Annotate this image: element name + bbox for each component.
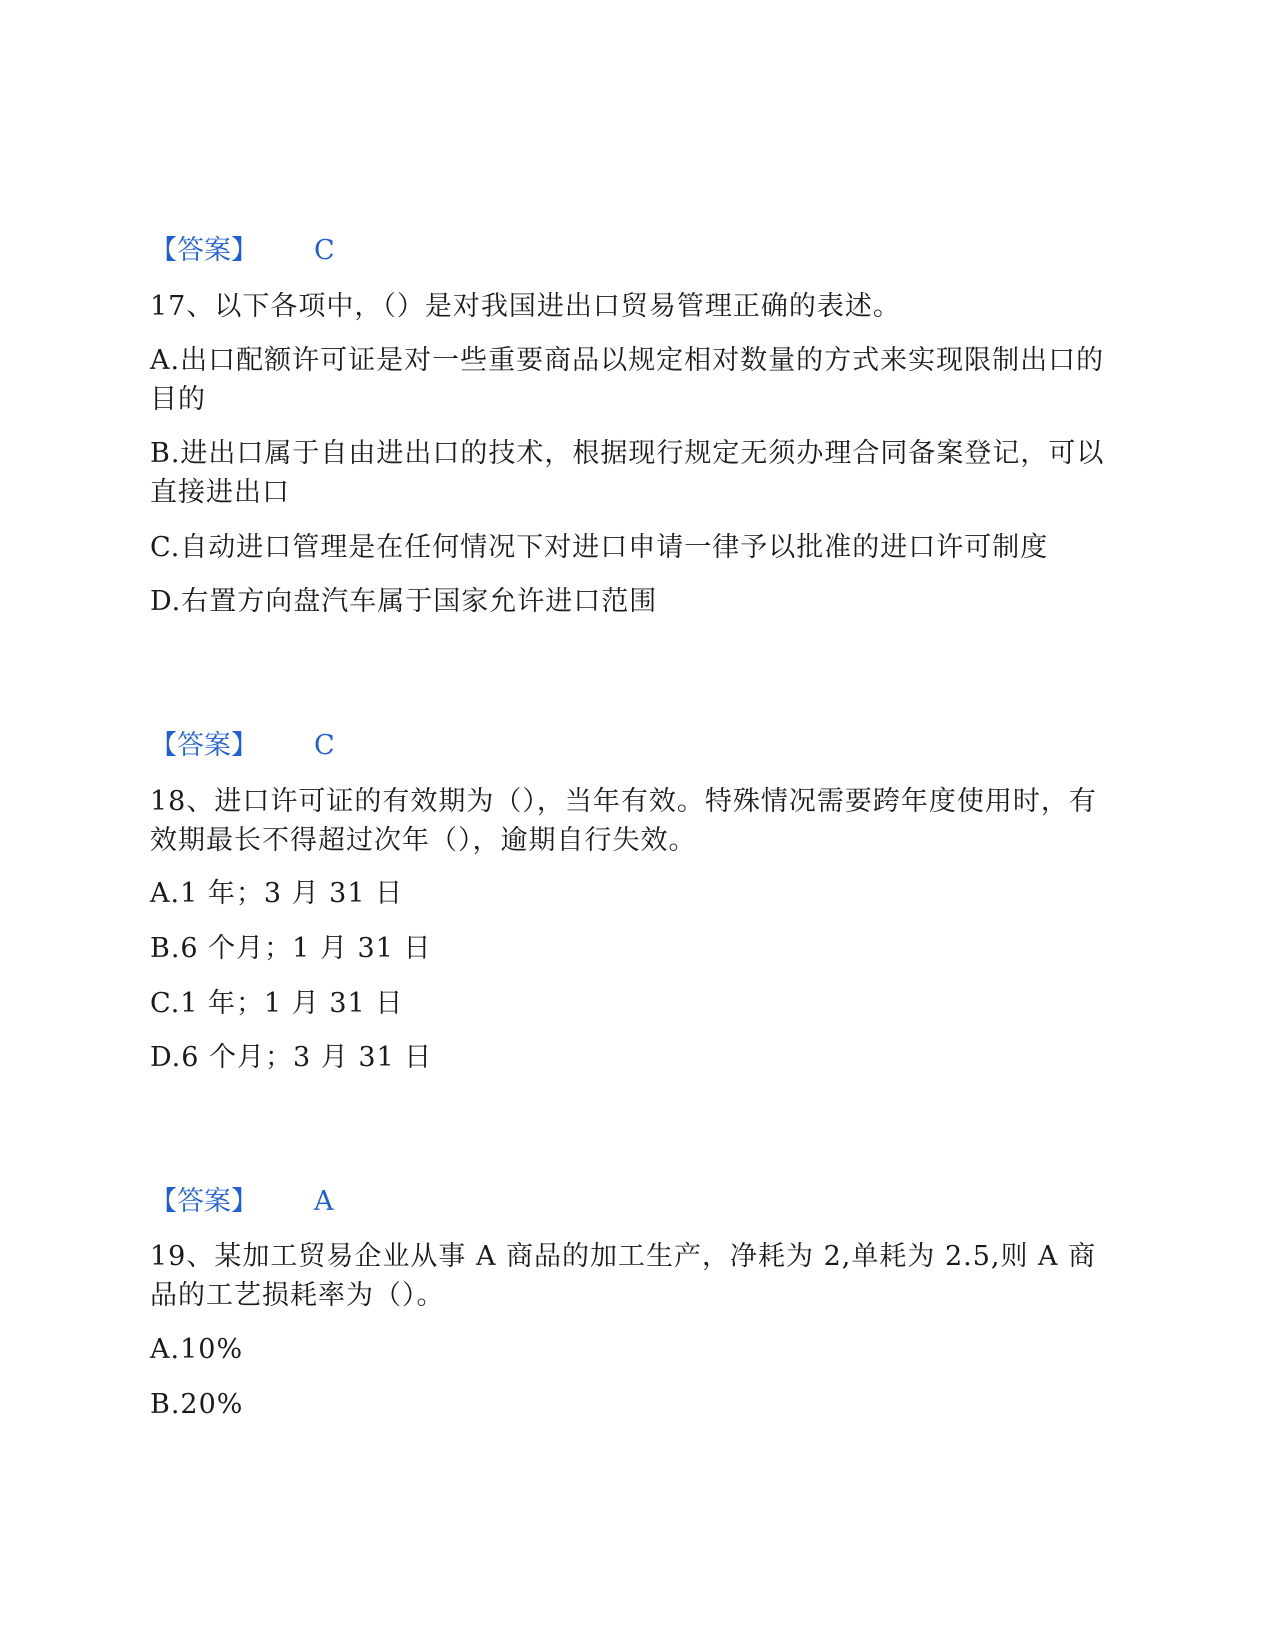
question-19 bbox=[150, 1237, 1110, 1315]
option-text: B.进出口属于自由进出口的技术，根据现行规定无须办理合同备案登记，可以直接进出口 bbox=[150, 438, 1105, 508]
answer-label: 【答案】 bbox=[150, 1186, 258, 1217]
question-stem: 19、某加工贸易企业从事 A 商品的加工生产，净耗为 2,单耗为 2.5,则 A 商品的工艺损耗率为（）。 bbox=[150, 1241, 1097, 1311]
question-17-option-c bbox=[150, 528, 1110, 567]
option-text: D.6 个月；3 月 31 日 bbox=[150, 1042, 433, 1073]
question-17-option-d bbox=[150, 582, 1110, 621]
option-text: D.右置方向盘汽车属于国家允许进口范围 bbox=[150, 586, 658, 617]
option-text: B.6 个月；1 月 31 日 bbox=[150, 933, 432, 964]
option-text: A.出口配额许可证是对一些重要商品以规定相对数量的方式来实现限制出口的目的 bbox=[150, 345, 1105, 415]
question-17 bbox=[150, 287, 1110, 326]
answer-label: 【答案】 bbox=[150, 235, 258, 266]
option-text: C.1 年；1 月 31 日 bbox=[150, 988, 404, 1019]
question-18-option-b bbox=[150, 929, 1110, 968]
question-17-option-a bbox=[150, 341, 1110, 419]
question-18 bbox=[150, 782, 1110, 860]
answer-line bbox=[150, 729, 335, 763]
question-18-option-c bbox=[150, 984, 1110, 1023]
option-text: A.1 年；3 月 31 日 bbox=[150, 878, 404, 909]
answer-label: 【答案】 bbox=[150, 730, 258, 761]
option-text: A.10% bbox=[150, 1334, 244, 1365]
question-18-option-d bbox=[150, 1038, 1110, 1077]
question-stem: 17、以下各项中，（）是对我国进出口贸易管理正确的表述。 bbox=[150, 291, 901, 322]
question-17-option-b bbox=[150, 434, 1110, 512]
answer-value: C bbox=[314, 730, 335, 761]
question-stem: 18、进口许可证的有效期为（），当年有效。特殊情况需要跨年度使用时，有效期最长不得超过次年（），逾期自行失效。 bbox=[150, 786, 1097, 856]
answer-line bbox=[150, 1185, 334, 1219]
answer-line bbox=[150, 234, 335, 268]
option-text: C.自动进口管理是在任何情况下对进口申请一律予以批准的进口许可制度 bbox=[150, 532, 1049, 563]
question-19-option-a bbox=[150, 1330, 1110, 1369]
question-18-option-a bbox=[150, 874, 1110, 913]
answer-value: A bbox=[314, 1186, 334, 1217]
answer-value: C bbox=[314, 235, 335, 266]
option-text: B.20% bbox=[150, 1389, 244, 1420]
question-19-option-b bbox=[150, 1385, 1110, 1424]
